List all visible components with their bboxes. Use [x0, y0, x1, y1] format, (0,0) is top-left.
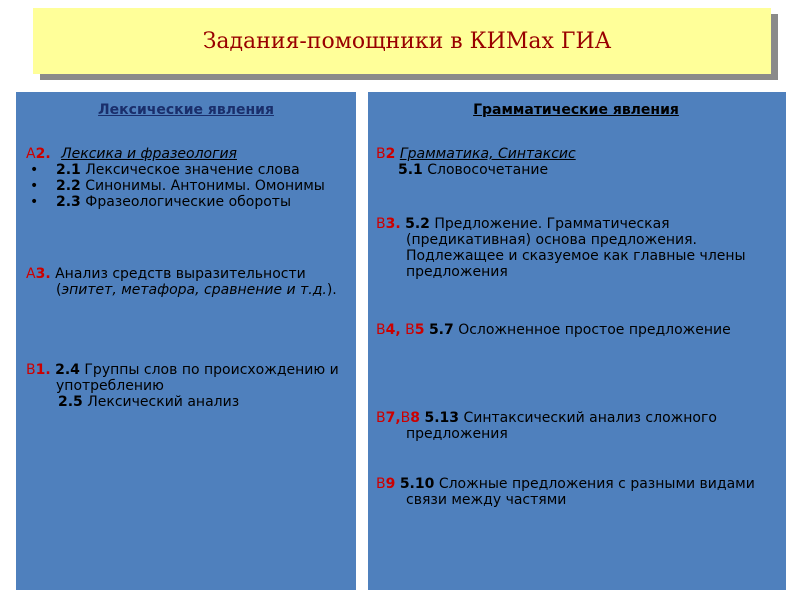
task-b4-b5: В4, В5 5.7 Осложненное простое предложение [376, 322, 731, 338]
task-b3: В3. 5.2 Предложение. Грамматическая (предикативная) основа предложения. Подлежащее и сказуемое как главные члены предложения [376, 216, 746, 280]
lexical-panel [16, 92, 356, 590]
task-b1-code: В [26, 362, 36, 378]
task-b1-num: 1. [35, 362, 51, 378]
task-b7-b8: В7,В8 5.13 Синтаксический анализ сложного предложения [376, 410, 717, 442]
task-b2-label: Грамматика, Синтаксис [399, 146, 576, 162]
title-banner [33, 8, 771, 74]
task-a2-code: А [26, 146, 36, 162]
slide-title: Задания-помощники в КИМах ГИА [202, 28, 612, 54]
list-item: • 2.1 Лексическое значение слова [26, 162, 346, 178]
task-b1: В1. 2.4 Группы слов по происхождению и употреблению 2.5 Лексический анализ [26, 362, 339, 410]
grammar-panel [368, 92, 786, 590]
grammar-heading: Грамматические явления [473, 102, 679, 118]
task-b9: В9 5.10 Сложные предложения с разными видами связи между частями [376, 476, 755, 508]
task-a2 [26, 146, 346, 210]
task-a3-code: А [26, 266, 36, 282]
task-b2: В2 Грамматика, Синтаксис 5.1 Словосочетание [376, 146, 576, 178]
task-a2-list [26, 162, 346, 210]
task-a2-num: 2. [35, 146, 51, 162]
list-item: • 2.2 Синонимы. Антонимы. Омонимы [26, 178, 346, 194]
lexical-heading: Лексические явления [98, 102, 274, 118]
task-a3: А3. Анализ средств выразительности (эпитет, метафора, сравнение и т.д.). [26, 266, 337, 298]
task-a2-label: Лексика и фразеология [61, 146, 237, 162]
list-item: • 2.3 Фразеологические обороты [26, 194, 346, 210]
task-a3-num: 3. [35, 266, 51, 282]
